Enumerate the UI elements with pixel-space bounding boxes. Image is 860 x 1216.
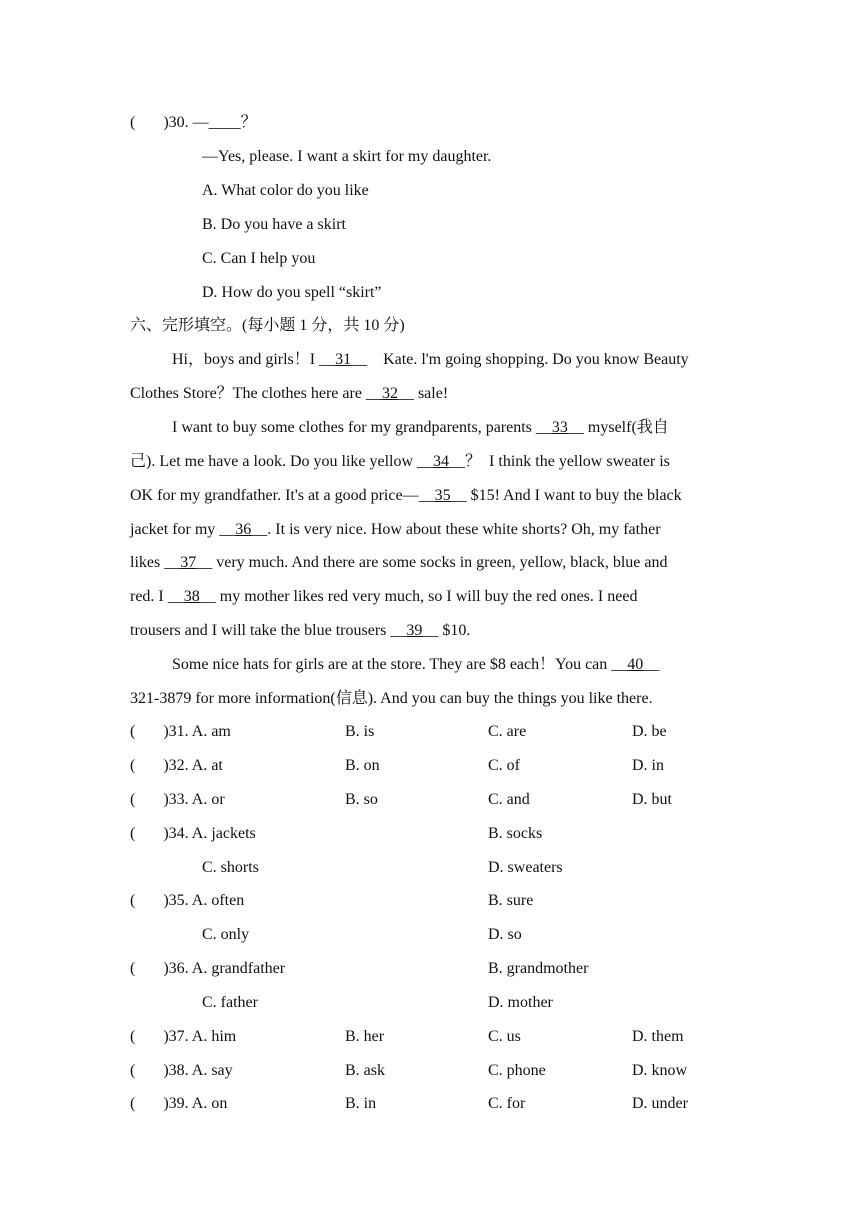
passage-line-2 (130, 384, 448, 404)
passage-text: __ sale! (397, 385, 449, 402)
passage-text: 己). Let me have a look. Do you like yellow __ (130, 453, 434, 470)
blank-number: 36 (235, 521, 252, 538)
passage-text: __ (643, 656, 660, 673)
question-30-stem: ( )30. —____？ (130, 114, 257, 131)
blank-number: 33 (551, 419, 568, 436)
question-33-option-d: D. but (632, 791, 672, 808)
passage-text: __ Kate. l'm going shopping. Do you know Beauty (351, 351, 689, 368)
passage-text: __ my mother likes red very much, so I will buy the red ones. I need (199, 588, 638, 605)
passage-text: __ very much. And there are some socks in green, yellow, black, blue and (196, 554, 668, 571)
passage-line-7 (130, 553, 667, 573)
blank-number: 40 (627, 656, 644, 673)
question-35-option-c: C. only (202, 926, 250, 943)
passage-line-5 (130, 486, 682, 506)
passage-text: I want to buy some clothes for my grandparents, parents __ (172, 419, 552, 436)
passage-text: __. It is very nice. How about these white shorts? Oh, my father (251, 521, 661, 538)
question-39-option-a: ( )39. A. on (130, 1095, 228, 1112)
question-34-option-d: D. sweaters (488, 859, 563, 876)
question-33-option-c: C. and (488, 791, 530, 808)
question-33-option-a: ( )33. A. or (130, 791, 225, 808)
passage-text: Hi，boys and girls！I __ (172, 351, 336, 368)
question-31-option-d: D. be (632, 723, 667, 740)
passage-text: red. I __ (130, 588, 184, 605)
blank-number: 32 (381, 385, 398, 402)
passage-line-11: 321-3879 for more information(信息). And you can buy the things you like there. (130, 690, 653, 707)
passage-text: OK for my grandfather. It's at a good price—__ (130, 487, 435, 504)
question-36-option-c: C. father (202, 994, 258, 1011)
question-33-option-b: B. so (345, 791, 378, 808)
blank-number: 35 (434, 487, 451, 504)
question-31-option-a: ( )31. A. am (130, 723, 231, 740)
question-37-option-c: C. us (488, 1028, 521, 1045)
question-38-option-a: ( )38. A. say (130, 1062, 233, 1079)
blank-number: 39 (406, 622, 423, 639)
question-38-option-c: C. phone (488, 1062, 546, 1079)
question-39-option-d: D. under (632, 1095, 688, 1112)
passage-text: __？ I think the yellow sweater is (449, 453, 670, 470)
passage-text: Some nice hats for girls are at the store. They are $8 each！You can __ (172, 656, 628, 673)
question-37-option-d: D. them (632, 1028, 684, 1045)
passage-line-1 (172, 350, 689, 370)
section-heading: 六、完形填空。(每小题 1 分，共 10 分) (130, 317, 405, 334)
question-35-option-a: ( )35. A. often (130, 892, 245, 909)
passage-line-10 (172, 655, 659, 675)
question-38-option-b: B. ask (345, 1062, 385, 1079)
question-31-option-c: C. are (488, 723, 527, 740)
passage-text: trousers and I will take the blue trousers __ (130, 622, 407, 639)
blank-number: 31 (335, 351, 352, 368)
question-35-option-b: B. sure (488, 892, 534, 909)
question-31-option-b: B. is (345, 723, 375, 740)
question-34-option-c: C. shorts (202, 859, 259, 876)
passage-line-9 (130, 621, 470, 641)
passage-line-6 (130, 520, 661, 540)
question-34-option-b: B. socks (488, 825, 543, 842)
passage-text: __ $15! And I want to buy the black (450, 487, 682, 504)
question-30-option-a: A. What color do you like (202, 182, 369, 199)
question-37-option-a: ( )37. A. him (130, 1028, 237, 1045)
question-30-option-c: C. Can I help you (202, 250, 316, 267)
passage-text: likes __ (130, 554, 181, 571)
question-39-option-c: C. for (488, 1095, 526, 1112)
passage-line-3 (172, 418, 669, 438)
question-32-option-d: D. in (632, 757, 664, 774)
question-35-option-d: D. so (488, 926, 522, 943)
question-38-option-d: D. know (632, 1062, 688, 1079)
question-30-option-d: D. How do you spell “skirt” (202, 284, 382, 301)
passage-text: jacket for my __ (130, 521, 236, 538)
question-37-option-b: B. her (345, 1028, 385, 1045)
question-32-option-b: B. on (345, 757, 380, 774)
passage-text: __ myself(我自 (567, 419, 669, 436)
question-30-reply: —Yes, please. I want a skirt for my daughter. (202, 148, 492, 165)
passage-text: Clothes Store？The clothes here are __ (130, 385, 382, 402)
question-32-option-c: C. of (488, 757, 520, 774)
blank-number: 38 (183, 588, 200, 605)
question-39-option-b: B. in (345, 1095, 377, 1112)
question-36-option-d: D. mother (488, 994, 553, 1011)
question-34-option-a: ( )34. A. jackets (130, 825, 256, 842)
question-36-option-b: B. grandmother (488, 960, 589, 977)
question-36-option-a: ( )36. A. grandfather (130, 960, 286, 977)
question-30-option-b: B. Do you have a skirt (202, 216, 346, 233)
blank-number: 34 (433, 453, 450, 470)
passage-line-4 (130, 452, 670, 472)
passage-line-8 (130, 587, 637, 607)
question-32-option-a: ( )32. A. at (130, 757, 223, 774)
passage-text: __ $10. (422, 622, 471, 639)
blank-number: 37 (180, 554, 197, 571)
